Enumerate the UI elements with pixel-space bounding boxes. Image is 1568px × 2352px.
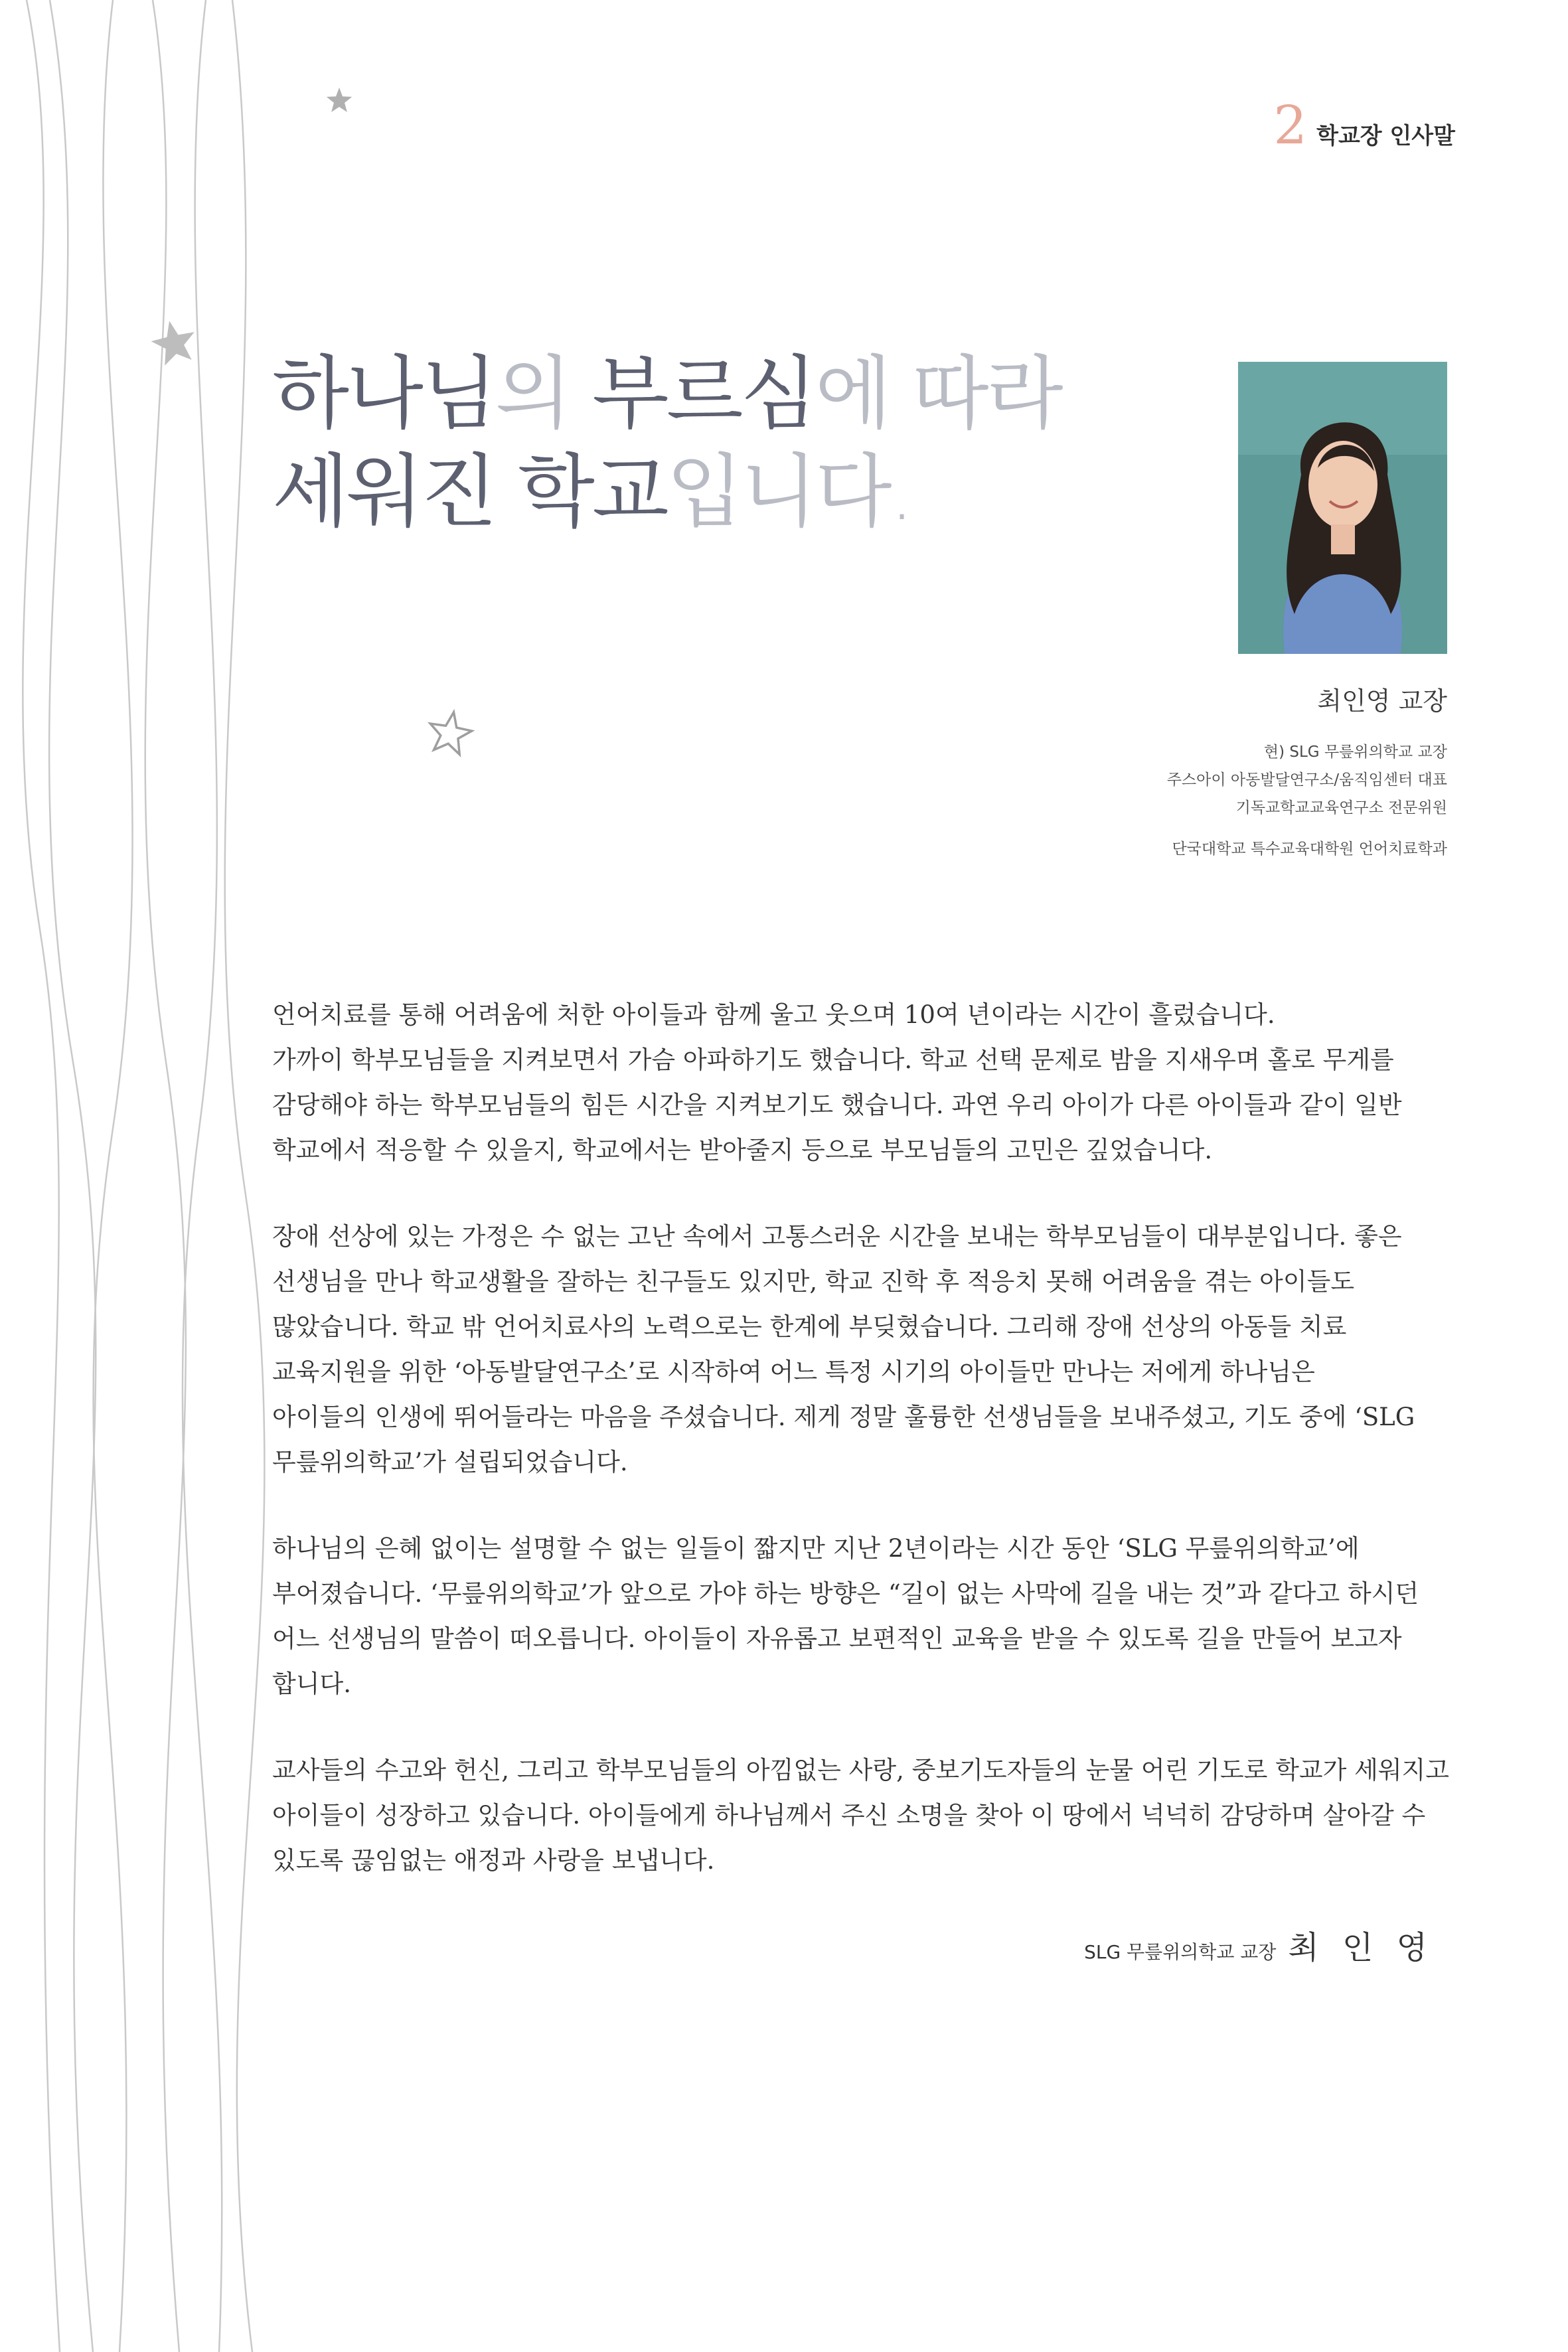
section-title: 학교장 인사말 bbox=[1316, 123, 1455, 149]
headline-segment: 의 bbox=[495, 348, 592, 440]
profile-education: 단국대학교 특수교육대학원 언어치료학과 bbox=[1172, 840, 1447, 858]
headline-segment: 세워진 학교 bbox=[272, 446, 666, 538]
star-icon bbox=[147, 316, 200, 369]
text-line: 교육지원을 위한 ‘아동발달연구소’로 시작하여 어느 특정 시기의 아이들만 만나는 저에게 하나님은 bbox=[272, 1358, 1315, 1386]
text-line: 교사들의 수고와 헌신, 그리고 학부모님들의 아낌없는 사랑, 중보기도자들의 눈물 어린 기도로 학교가 세워지고 bbox=[272, 1756, 1450, 1784]
page-header bbox=[1273, 94, 1455, 156]
principal-profile bbox=[1167, 680, 1447, 858]
profile-name: 최인영 교장 bbox=[1317, 686, 1447, 716]
text-line: 어느 선생님의 말씀이 떠오릅니다. 아이들이 자유롭고 보편적인 교육을 받을 수 있도록 길을 만들어 보고자 bbox=[272, 1624, 1402, 1653]
headline-segment: 입니다. bbox=[666, 446, 912, 538]
text-line: 있도록 끊임없는 애정과 사랑을 보냅니다. bbox=[272, 1846, 715, 1875]
text-line: 무릎위의학교’가 설립되었습니다. bbox=[272, 1448, 628, 1476]
text-line: 부어졌습니다. ‘무릎위의학교’가 앞으로 가야 하는 방향은 “길이 없는 사막에 길을 내는 것”과 같다고 하시던 bbox=[272, 1579, 1419, 1608]
text-line: 하나님의 은혜 없이는 설명할 수 없는 일들이 짧지만 지난 2년이라는 시간 동안 ‘SLG 무릎위의학교’에 bbox=[272, 1534, 1360, 1563]
text-line: 많았습니다. 학교 밖 언어치료사의 노력으로는 한계에 부딪혔습니다. 그리해 장애 선상의 아동들 치료 bbox=[272, 1312, 1347, 1341]
profile-position: 주스아이 아동발달연구소/움직임센터 대표 bbox=[1166, 771, 1447, 789]
text-line: 학교에서 적응할 수 있을지, 학교에서는 받아줄지 등으로 부모님들의 고민은 깊었습니다. bbox=[272, 1136, 1213, 1164]
headline-segment: 에 따라 bbox=[815, 348, 1061, 440]
paragraph bbox=[272, 1214, 1454, 1485]
headline-segment: 하나님 bbox=[272, 348, 495, 440]
principal-photo bbox=[1238, 362, 1447, 654]
text-line: 합니다. bbox=[272, 1670, 351, 1698]
headline-segment: 부르심 bbox=[591, 348, 815, 440]
text-line: 감당해야 하는 학부모님들의 힘든 시간을 지켜보기도 했습니다. 과연 우리 아이가 다른 아이들과 같이 일반 bbox=[272, 1091, 1402, 1119]
text-line: 선생님을 만나 학교생활을 잘하는 친구들도 있지만, 학교 진학 후 적응치 못해 어려움을 겪는 아이들도 bbox=[272, 1267, 1355, 1296]
text-line: 언어치료를 통해 어려움에 처한 아이들과 함께 울고 웃으며 10여 년이라는 시간이 흘렀습니다. bbox=[272, 1000, 1275, 1029]
star-icon bbox=[324, 85, 354, 116]
text-line: 아이들이 성장하고 있습니다. 아이들에게 하나님께서 주신 소명을 찾아 이 땅에서 넉넉히 감당하며 살아갈 수 bbox=[272, 1801, 1426, 1830]
signature bbox=[1084, 1922, 1434, 1968]
text-line: 장애 선상에 있는 가정은 수 없는 고난 속에서 고통스러운 시간을 보내는 학부모님들이 대부분입니다. 좋은 bbox=[272, 1222, 1402, 1251]
paragraph bbox=[272, 992, 1454, 1173]
text-line: 아이들의 인생에 뛰어들라는 마음을 주셨습니다. 제게 정말 훌륭한 선생님들을 보내주셨고, 기도 중에 ‘SLG bbox=[272, 1403, 1415, 1431]
profile-position: 현) SLG 무릎위의학교 교장 bbox=[1263, 744, 1447, 761]
signature-role: SLG 무릎위의학교 교장 bbox=[1084, 1941, 1277, 1963]
paragraph bbox=[272, 1748, 1454, 1883]
paragraph bbox=[272, 1526, 1454, 1707]
decorative-wavy-lines bbox=[0, 0, 279, 2352]
greeting-body bbox=[272, 992, 1454, 1924]
headline bbox=[272, 345, 1061, 542]
profile-position: 기독교학교교육연구소 전문위원 bbox=[1235, 799, 1447, 817]
signature-name: 최 인 영 bbox=[1288, 1929, 1434, 1966]
headline-line-2 bbox=[272, 443, 1061, 542]
headline-line-1 bbox=[272, 345, 1061, 443]
text-line: 가까이 학부모님들을 지켜보면서 가슴 아파하기도 했습니다. 학교 선택 문제로 밤을 지새우며 홀로 무게를 bbox=[272, 1046, 1394, 1074]
page-number: 2 bbox=[1273, 94, 1308, 156]
star-outline-icon bbox=[425, 708, 475, 758]
